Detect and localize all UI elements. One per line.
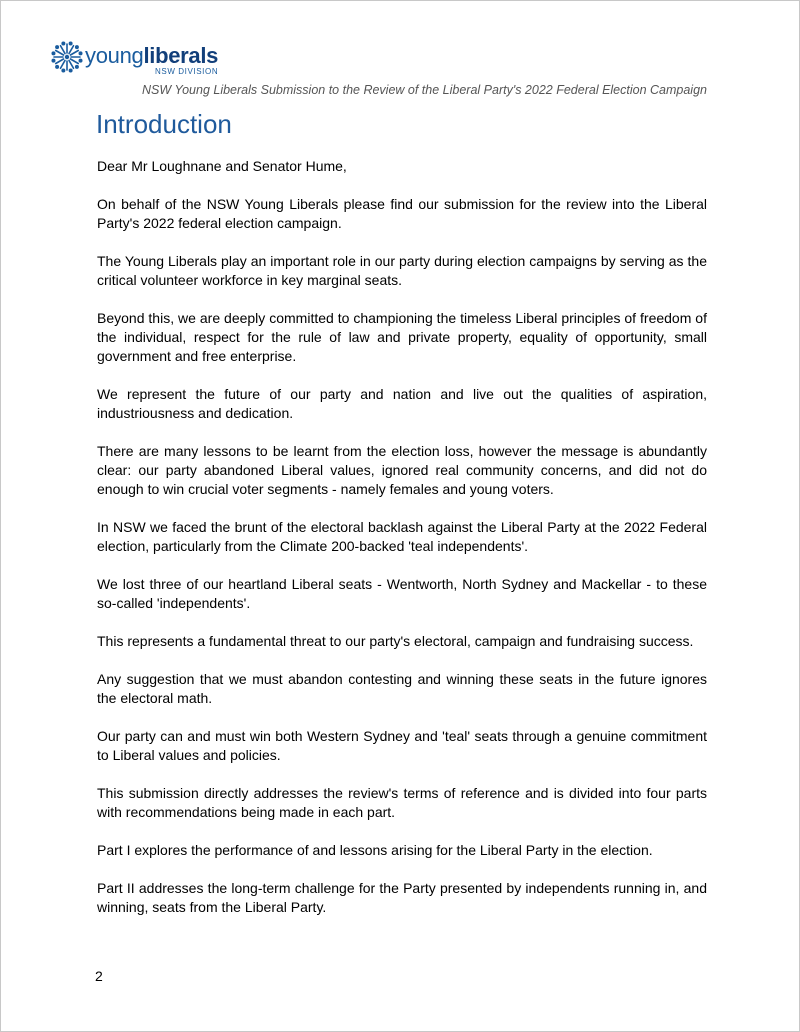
paragraph: In NSW we faced the brunt of the electoral backlash against the Liberal Party at the 2022 Federal election, particularly from the Climate 200-backed 'teal independents'. (97, 519, 707, 554)
paragraph: Any suggestion that we must abandon contesting and winning these seats in the future ignores the electoral math. (97, 671, 707, 706)
paragraph: On behalf of the NSW Young Liberals please find our submission for the review into the Liberal Party's 2022 federal election campaign. (97, 196, 707, 231)
section-title: Introduction (96, 109, 232, 139)
paragraph: We lost three of our heartland Liberal seats - Wentworth, North Sydney and Mackellar - to these so-called 'independents'. (97, 576, 707, 611)
paragraph: Our party can and must win both Western Sydney and 'teal' seats through a genuine commitment to Liberal values and policies. (97, 728, 707, 763)
logo-subtitle: NSW DIVISION (155, 67, 219, 76)
paragraph: Part II addresses the long-term challenge for the Party presented by independents running in, and winning, seats from the Liberal Party. (97, 880, 707, 915)
paragraph: Part I explores the performance of and lessons arising for the Liberal Party in the election. (97, 842, 653, 858)
paragraph: There are many lessons to be learnt from the election loss, however the message is abundantly clear: our party abandoned Liberal values, ignored real community concerns, and did not do enough to win crucial voter segments - namely females and young voters. (97, 443, 707, 497)
logo-word-light: young (85, 43, 144, 68)
body-text (97, 157, 707, 936)
starburst-logo-icon (51, 41, 83, 73)
paragraph: This represents a fundamental threat to our party's electoral, campaign and fundraising success. (97, 633, 694, 649)
paragraph: The Young Liberals play an important role in our party during election campaigns by serving as the critical volunteer workforce in key marginal seats. (97, 253, 707, 288)
logo-wordmark (85, 44, 218, 68)
paragraph: We represent the future of our party and nation and live out the qualities of aspiration, industriousness and dedication. (97, 386, 707, 421)
paragraph: Beyond this, we are deeply committed to championing the timeless Liberal principles of freedom of the individual, respect for the rule of law and private property, equality of opportunity, small government and free enterprise. (97, 310, 707, 364)
paragraph: Dear Mr Loughnane and Senator Hume, (97, 158, 347, 174)
running-header: NSW Young Liberals Submission to the Review of the Liberal Party's 2022 Federal Election Campaign (142, 83, 707, 97)
paragraph: This submission directly addresses the review's terms of reference and is divided into four parts with recommendations being made in each part. (97, 785, 707, 820)
page-number: 2 (95, 968, 103, 984)
logo-word-bold: liberals (143, 43, 219, 68)
